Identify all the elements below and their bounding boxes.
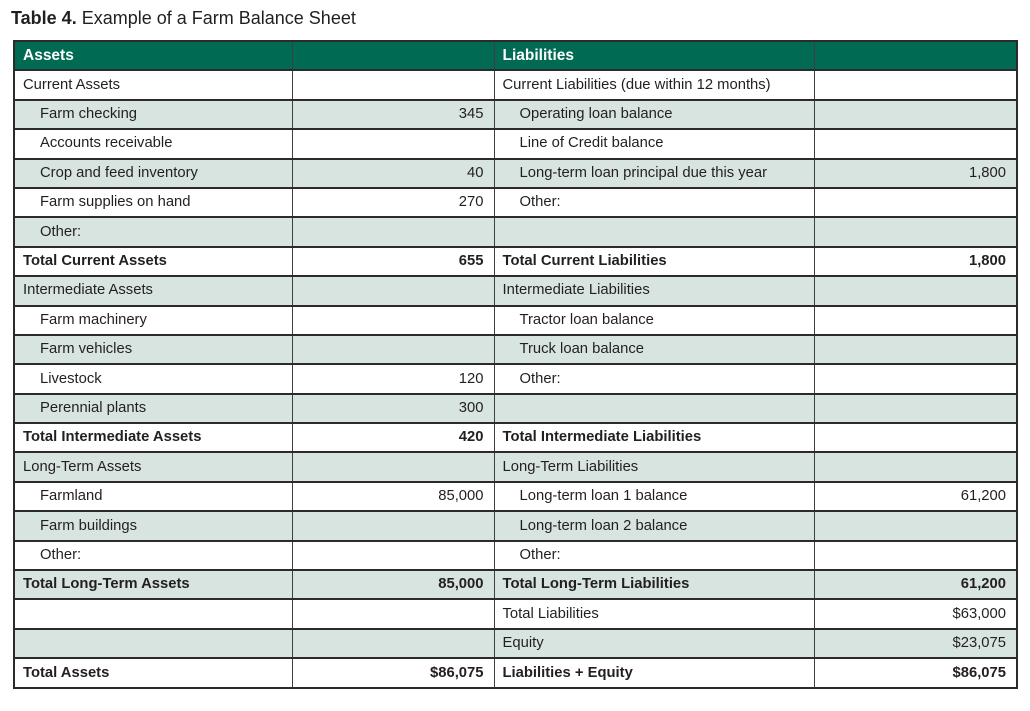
asset-value-cell <box>292 306 494 335</box>
liability-value-cell: $63,000 <box>814 599 1017 628</box>
asset-value-cell: 300 <box>292 394 494 423</box>
table-row <box>14 129 1017 158</box>
asset-value-cell: 345 <box>292 100 494 129</box>
asset-value-cell: 270 <box>292 188 494 217</box>
asset-label-cell: Farm machinery <box>14 306 292 335</box>
liability-value-cell <box>814 541 1017 570</box>
asset-value-cell: $86,075 <box>292 658 494 687</box>
asset-value-cell: 120 <box>292 364 494 393</box>
asset-value-cell <box>292 629 494 658</box>
asset-label-cell: Farmland <box>14 482 292 511</box>
table-row <box>14 276 1017 305</box>
asset-value-cell <box>292 70 494 99</box>
liabilities-column-header: Liabilities <box>494 41 814 70</box>
asset-label-cell <box>14 599 292 628</box>
liability-value-cell <box>814 188 1017 217</box>
liability-label-cell: Operating loan balance <box>494 100 814 129</box>
liabilities-value-column-header <box>814 41 1017 70</box>
asset-label-cell: Total Intermediate Assets <box>14 423 292 452</box>
liability-label-cell: Other: <box>494 188 814 217</box>
table-row <box>14 335 1017 364</box>
liability-value-cell <box>814 423 1017 452</box>
asset-value-cell <box>292 541 494 570</box>
asset-value-cell <box>292 276 494 305</box>
table-row <box>14 541 1017 570</box>
asset-value-cell: 655 <box>292 247 494 276</box>
table-row <box>14 452 1017 481</box>
liability-value-cell: 1,800 <box>814 159 1017 188</box>
liability-label-cell: Long-term loan 2 balance <box>494 511 814 540</box>
table-row <box>14 423 1017 452</box>
liability-value-cell <box>814 306 1017 335</box>
liability-label-cell: Intermediate Liabilities <box>494 276 814 305</box>
table-row <box>14 100 1017 129</box>
liability-value-cell <box>814 276 1017 305</box>
table-row <box>14 658 1017 687</box>
liability-label-cell: Long-term loan 1 balance <box>494 482 814 511</box>
liability-label-cell: Total Intermediate Liabilities <box>494 423 814 452</box>
asset-value-cell <box>292 452 494 481</box>
liability-value-cell: 61,200 <box>814 482 1017 511</box>
asset-label-cell: Livestock <box>14 364 292 393</box>
asset-value-cell <box>292 599 494 628</box>
asset-label-cell: Perennial plants <box>14 394 292 423</box>
liability-label-cell: Truck loan balance <box>494 335 814 364</box>
asset-value-cell <box>292 129 494 158</box>
asset-label-cell: Other: <box>14 541 292 570</box>
balance-sheet-body <box>14 70 1017 687</box>
liability-label-cell: Long-term loan principal due this year <box>494 159 814 188</box>
table-number-label: Table 4. <box>11 8 77 28</box>
liability-value-cell <box>814 335 1017 364</box>
liability-value-cell <box>814 217 1017 246</box>
table-row <box>14 511 1017 540</box>
liability-label-cell: Other: <box>494 364 814 393</box>
assets-value-column-header <box>292 41 494 70</box>
asset-label-cell: Total Assets <box>14 658 292 687</box>
table-row <box>14 364 1017 393</box>
liability-value-cell: $86,075 <box>814 658 1017 687</box>
liability-value-cell <box>814 70 1017 99</box>
liability-label-cell: Total Liabilities <box>494 599 814 628</box>
liability-label-cell: Liabilities + Equity <box>494 658 814 687</box>
liability-label-cell: Long-Term Liabilities <box>494 452 814 481</box>
table-row <box>14 599 1017 628</box>
liability-label-cell: Tractor loan balance <box>494 306 814 335</box>
liability-value-cell: 1,800 <box>814 247 1017 276</box>
table-row <box>14 159 1017 188</box>
liability-label-cell: Line of Credit balance <box>494 129 814 158</box>
asset-label-cell: Accounts receivable <box>14 129 292 158</box>
header-row <box>14 41 1017 70</box>
liability-label-cell <box>494 217 814 246</box>
liability-value-cell <box>814 100 1017 129</box>
table-row <box>14 70 1017 99</box>
asset-label-cell: Current Assets <box>14 70 292 99</box>
table-row <box>14 570 1017 599</box>
table-row <box>14 482 1017 511</box>
table-row <box>14 247 1017 276</box>
asset-label-cell: Long-Term Assets <box>14 452 292 481</box>
liability-label-cell <box>494 394 814 423</box>
liability-value-cell <box>814 511 1017 540</box>
table-row <box>14 629 1017 658</box>
table-row <box>14 188 1017 217</box>
asset-label-cell: Farm vehicles <box>14 335 292 364</box>
table-title <box>11 7 1030 29</box>
liability-value-cell: 61,200 <box>814 570 1017 599</box>
asset-label-cell: Other: <box>14 217 292 246</box>
liability-label-cell: Total Current Liabilities <box>494 247 814 276</box>
table-row <box>14 217 1017 246</box>
liability-value-cell <box>814 452 1017 481</box>
asset-value-cell <box>292 511 494 540</box>
asset-label-cell: Total Current Assets <box>14 247 292 276</box>
asset-value-cell: 85,000 <box>292 482 494 511</box>
table-row <box>14 306 1017 335</box>
asset-label-cell: Crop and feed inventory <box>14 159 292 188</box>
liability-label-cell: Current Liabilities (due within 12 months) <box>494 70 814 99</box>
asset-value-cell: 40 <box>292 159 494 188</box>
asset-label-cell: Farm buildings <box>14 511 292 540</box>
asset-value-cell <box>292 217 494 246</box>
table-row <box>14 394 1017 423</box>
liability-label-cell: Total Long-Term Liabilities <box>494 570 814 599</box>
asset-value-cell: 85,000 <box>292 570 494 599</box>
asset-label-cell: Farm checking <box>14 100 292 129</box>
asset-value-cell: 420 <box>292 423 494 452</box>
liability-value-cell <box>814 364 1017 393</box>
liability-value-cell: $23,075 <box>814 629 1017 658</box>
farm-balance-sheet-table <box>13 40 1018 689</box>
asset-label-cell <box>14 629 292 658</box>
table-title-text: Example of a Farm Balance Sheet <box>81 8 356 28</box>
asset-label-cell: Total Long-Term Assets <box>14 570 292 599</box>
asset-label-cell: Intermediate Assets <box>14 276 292 305</box>
liability-label-cell: Equity <box>494 629 814 658</box>
liability-value-cell <box>814 129 1017 158</box>
liability-value-cell <box>814 394 1017 423</box>
liability-label-cell: Other: <box>494 541 814 570</box>
asset-label-cell: Farm supplies on hand <box>14 188 292 217</box>
assets-column-header: Assets <box>14 41 292 70</box>
asset-value-cell <box>292 335 494 364</box>
